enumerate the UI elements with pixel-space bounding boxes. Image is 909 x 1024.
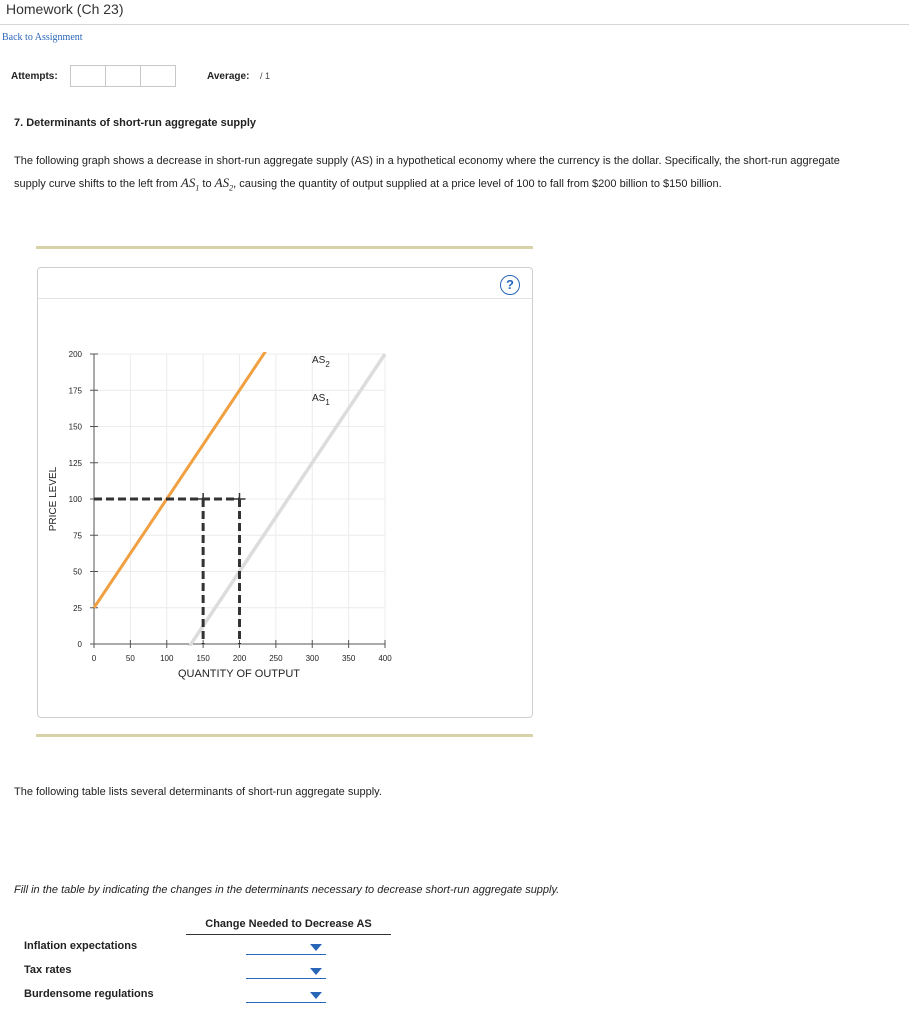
y-tick-label: 175 (68, 386, 82, 396)
y-tick-label: 200 (68, 350, 82, 359)
header-bar (0, 0, 909, 25)
row-label-inflation-expectations: Inflation expectations (24, 940, 138, 952)
attempt-box (105, 65, 141, 87)
intro-text-1: The following graph shows a decrease in short-run aggregate supply (AS) in a hypothetical economy where the currency is the dollar. Specifically, the short-run aggregate supply curve shifts to the left from (14, 155, 840, 190)
row-label-tax-rates: Tax rates (24, 964, 72, 976)
as2-symbol: $AS_2$ (214, 175, 234, 193)
dropdown-arrow-icon (310, 944, 322, 951)
dropdown-burdensome-regulations[interactable] (246, 988, 326, 1003)
attempts-label: Attempts: (11, 71, 58, 82)
dropdown-inflation-expectations[interactable] (246, 940, 326, 955)
x-tick-label: 300 (305, 654, 319, 663)
attempt-box (140, 65, 176, 87)
attempt-box (70, 65, 106, 87)
y-tick-label: 50 (73, 567, 82, 577)
graph-panel (37, 267, 533, 718)
attempt-boxes (70, 65, 175, 87)
graph-bottom-rule (36, 734, 533, 737)
table-intro: The following table lists several determinants of short-run aggregate supply. (14, 786, 382, 798)
row-label-burdensome-regulations: Burdensome regulations (24, 988, 154, 1000)
x-tick-label: 350 (341, 654, 356, 663)
x-tick-label: 50 (125, 654, 135, 663)
y-tick-label: 150 (68, 422, 82, 432)
x-tick-label: 200 (232, 654, 247, 663)
y-tick-label: 125 (68, 458, 82, 468)
as-chart[interactable] (38, 268, 532, 717)
table-column-header: Change Needed to Decrease AS (205, 918, 372, 930)
average-label: Average: (207, 71, 250, 82)
x-axis-label: QUANTITY OF OUTPUT (177, 668, 301, 680)
x-tick-label: 400 (378, 654, 392, 663)
x-tick-label: 250 (269, 654, 283, 663)
as1-symbol: $AS_1$ (180, 175, 200, 193)
question-title: 7. Determinants of short-run aggregate supply (14, 117, 257, 129)
page-title: Homework (Ch 23) (6, 1, 124, 17)
y-tick-label: 100 (68, 495, 82, 504)
y-tick-label: 75 (73, 531, 82, 541)
back-to-assignment-link[interactable]: Back to Assignment (2, 32, 83, 43)
question-intro (14, 150, 854, 200)
dropdown-arrow-icon (310, 992, 322, 999)
dropdown-tax-rates[interactable] (246, 964, 326, 979)
y-tick-label: 25 (73, 603, 82, 613)
intro-text-2: , causing the quantity of output supplied at a price level of 100 to fall from $200 billion to $150 billion. (233, 178, 722, 190)
x-tick-label: 0 (91, 654, 97, 663)
dropdown-arrow-icon (310, 968, 322, 975)
x-tick-label: 100 (160, 654, 174, 663)
series-label-as1: $AS_1$ (312, 393, 330, 407)
series-label-as2: $AS_2$ (312, 355, 330, 369)
graph-top-rule (36, 246, 533, 249)
y-axis-label: PRICE LEVEL (48, 466, 59, 532)
help-icon[interactable]: ? (500, 275, 520, 295)
intro-text-to: to (199, 178, 215, 190)
average-value: / 1 (260, 71, 271, 81)
x-tick-label: 150 (196, 654, 210, 663)
table-instruction: Fill in the table by indicating the changes in the determinants necessary to decrease short-run aggregate supply. (14, 884, 560, 896)
table-header-rule (186, 934, 391, 935)
series-line-as2 (94, 268, 349, 608)
y-tick-label: 0 (77, 640, 82, 649)
